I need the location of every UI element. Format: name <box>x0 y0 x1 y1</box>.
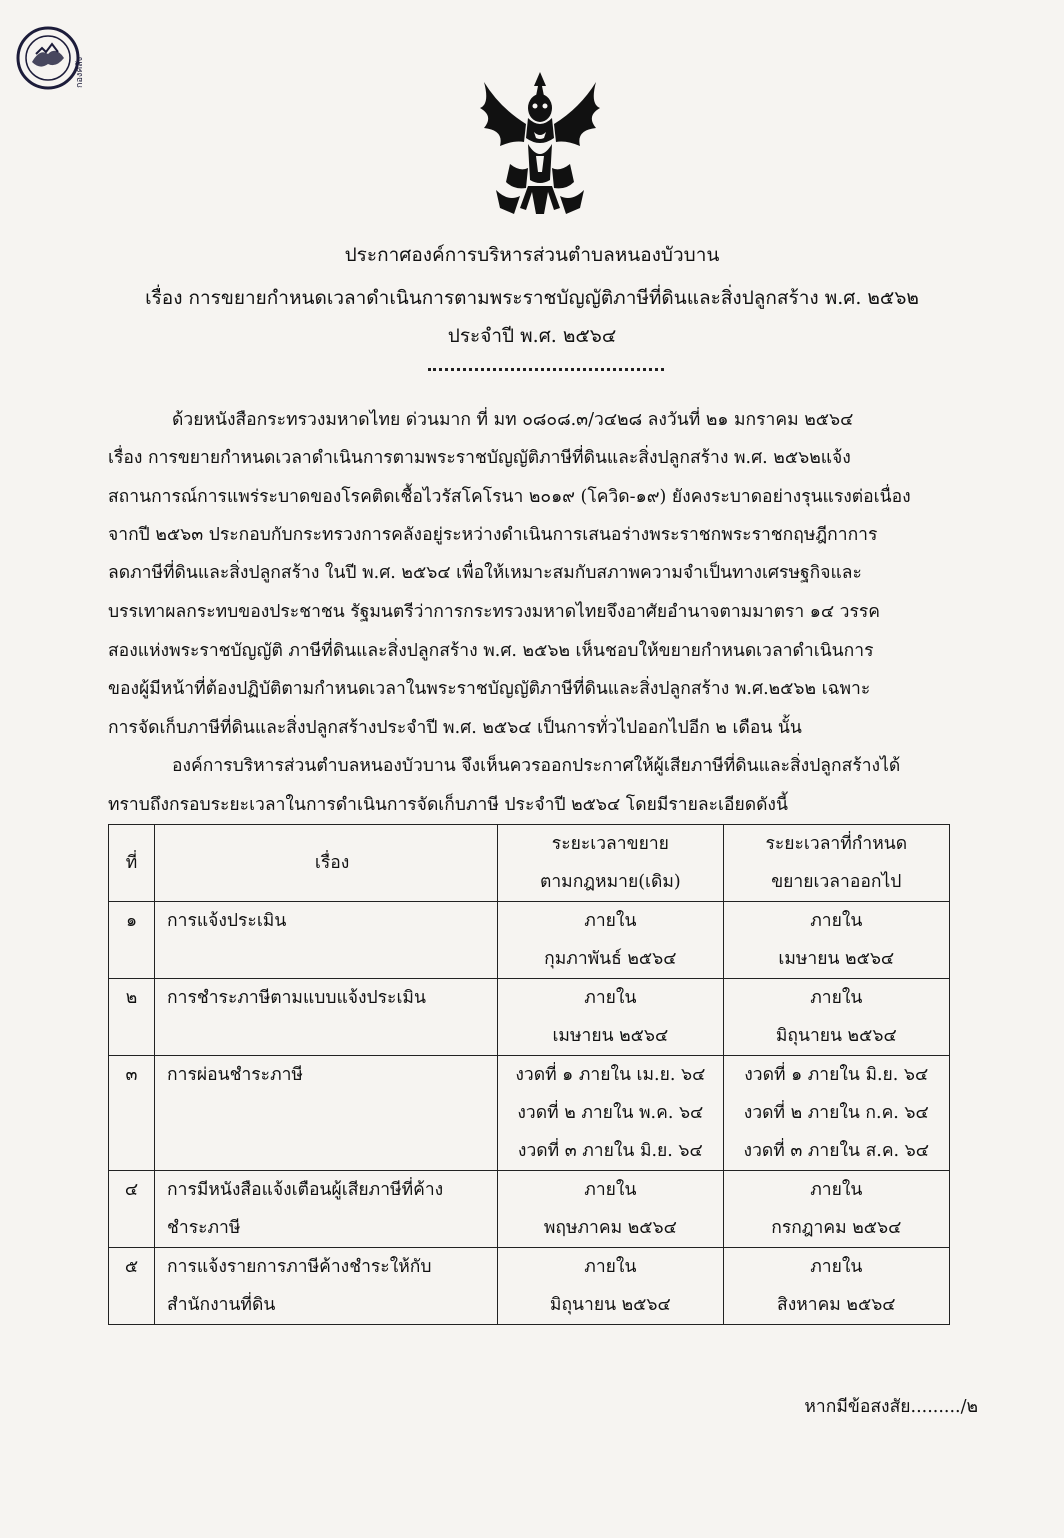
row-topic: การชำระภาษีตามแบบแจ้งประเมิน <box>155 979 498 1056</box>
row-num: ๕ <box>109 1248 155 1325</box>
row-extended-period: ภายใน สิงหาคม ๒๕๖๔ <box>723 1248 949 1325</box>
body-line-7: สองแห่งพระราชบัญญัติ ภาษีที่ดินและสิ่งปลูกสร้าง พ.ศ. ๒๕๖๒ เห็นชอบให้ขยายกำหนดเวลาดำเนินการ <box>108 641 874 661</box>
announcement-subject: เรื่อง การขยายกำหนดเวลาดำเนินการตามพระราชบัญญัติภาษีที่ดินและสิ่งปลูกสร้าง พ.ศ. ๒๕๖๒ <box>145 287 919 309</box>
table-row <box>109 902 950 979</box>
table-header-row <box>109 825 950 902</box>
header-law-period: ระยะเวลาขยาย ตามกฎหมาย(เดิม) <box>498 825 723 902</box>
body-line-3: สถานการณ์การแพร่ระบาดของโรคติดเชื้อไวรัสโคโรนา ๒๐๑๙ (โควิด-๑๙) ยังคงระบาดอย่างรุนแรงต่อเนื่อง <box>108 487 911 507</box>
table-row <box>109 979 950 1056</box>
body-line-2: เรื่อง การขยายกำหนดเวลาดำเนินการตามพระราชบัญญัติภาษีที่ดินและสิ่งปลูกสร้าง พ.ศ. ๒๕๖๒แจ้ง <box>108 448 851 468</box>
body-line-9: การจัดเก็บภาษีที่ดินและสิ่งปลูกสร้างประจำปี พ.ศ. ๒๕๖๔ เป็นการทั่วไปออกไปอีก ๒ เดือน นั้น <box>108 718 802 738</box>
table-row <box>109 1248 950 1325</box>
row-num: ๒ <box>109 979 155 1056</box>
continuation-note: หากมีข้อสงสัย........./๒ <box>804 1397 978 1417</box>
row-num: ๔ <box>109 1171 155 1248</box>
row-law-period: ภายใน กุมภาพันธ์ ๒๕๖๔ <box>498 902 723 979</box>
row-extended-period: ภายใน กรกฎาคม ๒๕๖๔ <box>723 1171 949 1248</box>
row-topic: การผ่อนชำระภาษี <box>155 1056 498 1171</box>
announcement-year: ประจำปี พ.ศ. ๒๕๖๔ <box>447 325 617 347</box>
dotted-separator <box>428 368 664 371</box>
body-line-1: ด้วยหนังสือกระทรวงมหาดไทย ด่วนมาก ที่ มท ๐๘๐๘.๓/ว๔๒๘ ลงวันที่ ๒๑ มกราคม ๒๕๖๔ <box>172 410 854 430</box>
header-topic: เรื่อง <box>155 825 498 902</box>
table-row <box>109 1171 950 1248</box>
row-law-period: ภายใน เมษายน ๒๕๖๔ <box>498 979 723 1056</box>
row-topic: การมีหนังสือแจ้งเตือนผู้เสียภาษีที่ค้าง ชำระภาษี <box>155 1171 498 1248</box>
row-law-period: ภายใน มิถุนายน ๒๕๖๔ <box>498 1248 723 1325</box>
body-line-5: ลดภาษีที่ดินและสิ่งปลูกสร้าง ในปี พ.ศ. ๒๕๖๔ เพื่อให้เหมาะสมกับสภาพความจำเป็นทางเศรษฐกิจและ <box>108 563 862 583</box>
row-num: ๓ <box>109 1056 155 1171</box>
row-law-period: งวดที่ ๑ ภายใน เม.ย. ๖๔ งวดที่ ๒ ภายใน พ.ค. ๖๔ งวดที่ ๓ ภายใน มิ.ย. ๖๔ <box>498 1056 723 1171</box>
row-topic: การแจ้งรายการภาษีค้างชำระให้กับ สำนักงานที่ดิน <box>155 1248 498 1325</box>
header-num: ที่ <box>109 825 155 902</box>
row-extended-period: งวดที่ ๑ ภายใน มิ.ย. ๖๔ งวดที่ ๒ ภายใน ก.ค. ๖๔ งวดที่ ๓ ภายใน ส.ค. ๖๔ <box>723 1056 949 1171</box>
body-line-6: บรรเทาผลกระทบของประชาชน รัฐมนตรีว่าการกระทรวงมหาดไทยจึงอาศัยอำนาจตามมาตรา ๑๔ วรรค <box>108 602 881 622</box>
office-stamp <box>10 18 94 102</box>
body-line-8: ของผู้มีหน้าที่ต้องปฏิบัติตามกำหนดเวลาในพระราชบัญญัติภาษีที่ดินและสิ่งปลูกสร้าง พ.ศ.๒๕๖๒ เฉพาะ <box>108 679 871 699</box>
svg-text:กองคลัง: กองคลัง <box>75 56 85 88</box>
announcement-title: ประกาศองค์การบริหารส่วนตำบลหนองบัวบาน <box>344 244 720 266</box>
schedule-table <box>108 824 950 1325</box>
row-num: ๑ <box>109 902 155 979</box>
garuda-emblem-icon <box>470 68 610 228</box>
row-topic: การแจ้งประเมิน <box>155 902 498 979</box>
table-row <box>109 1056 950 1171</box>
body-line-11: ทราบถึงกรอบระยะเวลาในการดำเนินการจัดเก็บภาษี ประจำปี ๒๕๖๔ โดยมีรายละเอียดดังนี้ <box>108 795 788 815</box>
row-extended-period: ภายใน เมษายน ๒๕๖๔ <box>723 902 949 979</box>
body-line-4: จากปี ๒๕๖๓ ประกอบกับกระทรวงการคลังอยู่ระหว่างดำเนินการเสนอร่างพระราชกพระราชกฤษฎีกาการ <box>108 525 878 545</box>
body-line-10: องค์การบริหารส่วนตำบลหนองบัวบาน จึงเห็นควรออกประกาศให้ผู้เสียภาษีที่ดินและสิ่งปลูกสร้างได้ <box>172 756 901 776</box>
row-law-period: ภายใน พฤษภาคม ๒๕๖๔ <box>498 1171 723 1248</box>
header-extended-period: ระยะเวลาที่กำหนด ขยายเวลาออกไป <box>723 825 949 902</box>
row-extended-period: ภายใน มิถุนายน ๒๕๖๔ <box>723 979 949 1056</box>
